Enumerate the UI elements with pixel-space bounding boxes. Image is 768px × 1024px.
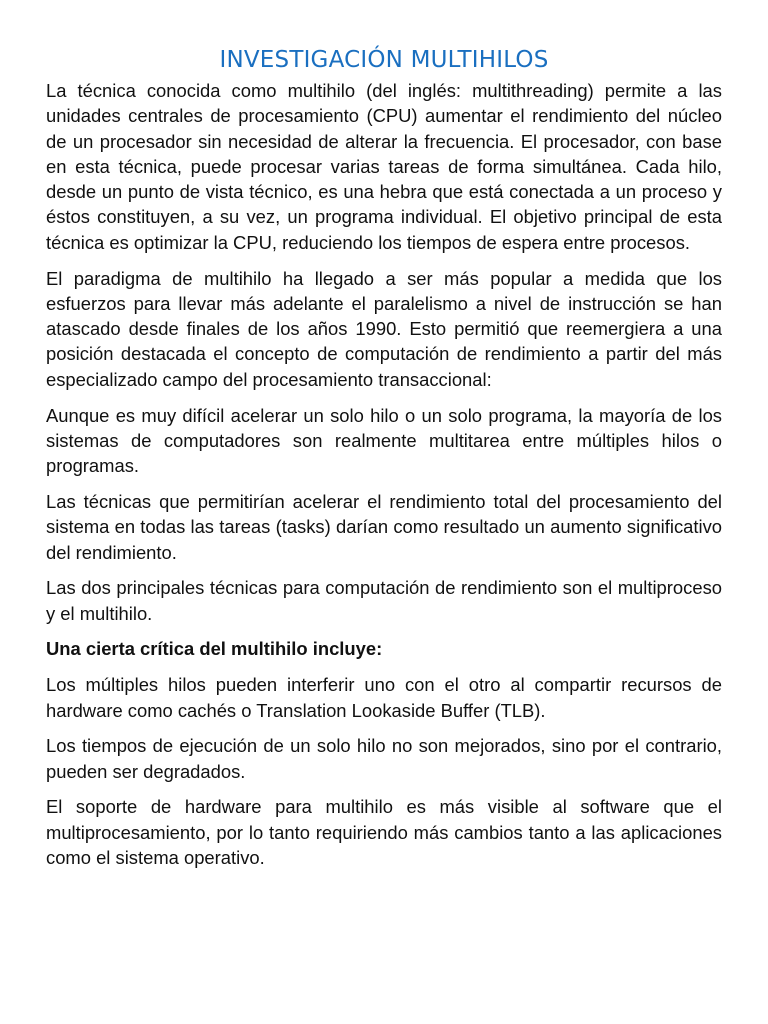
paragraph-techniques: Las técnicas que permitirían acelerar el rendimiento total del procesamiento del sistema en todas las tareas (tasks) darían como resultado un aumento significativo del rendimiento. <box>46 490 722 563</box>
paragraph-hardware-support: El soporte de hardware para multihilo es más visible al software que el multiprocesamiento, por lo tanto requiriendo más cambios tanto a las aplicaciones como el sistema operativo. <box>46 796 722 869</box>
paragraph-paradigm: El paradigma de multihilo ha llegado a ser más popular a medida que los esfuerzos para llevar más adelante el paralelismo a nivel de instrucción se han atascado desde finales de los años 1990. Esto permitió que reemergiera a una posición destacada el concepto de computación de rendimiento a partir del más especializado campo del procesamiento transaccional: <box>46 267 722 390</box>
page-title: INVESTIGACIÓN MULTIHILOS <box>219 47 549 73</box>
paragraph-main-techniques: Las dos principales técnicas para computación de rendimiento son el multiproceso y el multihilo. <box>46 577 722 624</box>
document-page <box>46 44 722 881</box>
paragraph-execution-times: Los tiempos de ejecución de un solo hilo no son mejorados, sino por el contrario, pueden ser degradados. <box>46 735 722 782</box>
criticism-heading: Una cierta crítica del multihilo incluye: <box>46 638 383 660</box>
paragraph-multitask: Aunque es muy difícil acelerar un solo hilo o un solo programa, la mayoría de los sistemas de computadores son realmente multitarea entre múltiples hilos o programas. <box>46 404 722 477</box>
paragraph-intro: La técnica conocida como multihilo (del inglés: multithreading) permite a las unidades centrales de procesamiento (CPU) aumentar el rendimiento del núcleo de un procesador sin necesidad de alterar la frecuencia. El procesador, con base en esta técnica, puede procesar varias tareas de forma simultánea. Cada hilo, desde un punto de vista técnico, es una hebra que está conectada a un proceso y éstos constituyen, a su vez, un programa individual. El objetivo principal de esta técnica es optimizar la CPU, reduciendo los tiempos de espera entre procesos. <box>46 80 722 253</box>
paragraph-interference: Los múltiples hilos pueden interferir uno con el otro al compartir recursos de hardware como cachés o Translation Lookaside Buffer (TLB). <box>46 674 722 721</box>
